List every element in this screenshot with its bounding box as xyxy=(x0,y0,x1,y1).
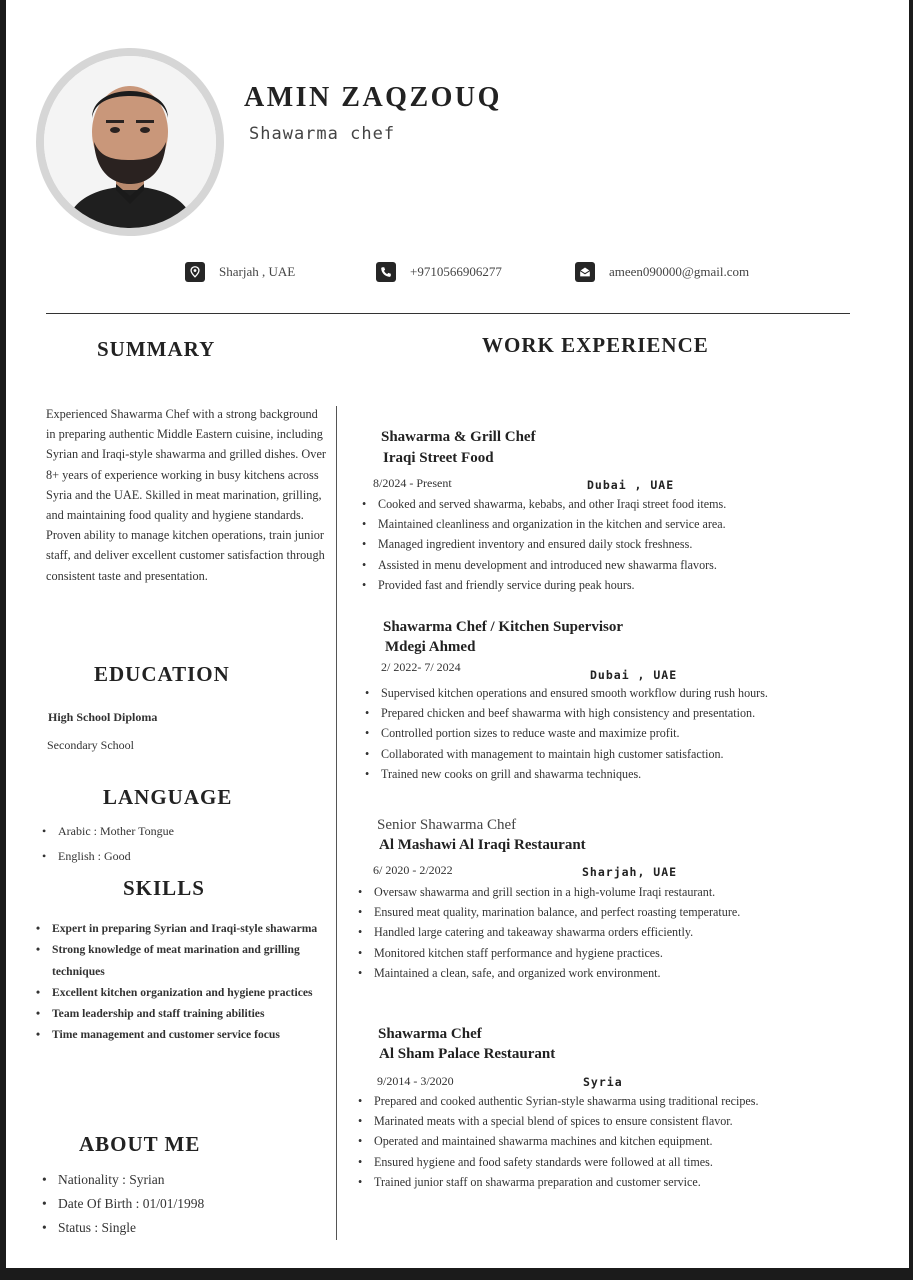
column-divider xyxy=(336,406,337,1240)
list-item: • Maintained cleanliness and organization in the kitchen and service area. xyxy=(362,517,726,537)
contact-phone[interactable] xyxy=(376,262,502,282)
summary-text: Experienced Shawarma Chef with a strong background in preparing authentic Middle Eastern cuisine, including Syrian and Iraqi-style shawarma and grilled dishes. Over 8+ years of experience working in busy kitchens across Syria and the UAE. Skilled in meat marination, grilling, and maintaining food quality and hygiene standards. Proven ability to manage kitchen operations, train junior staff, and deliver excellent customer satisfaction through consistent taste and presentation. xyxy=(46,407,327,583)
language-heading: LANGUAGE xyxy=(103,785,233,809)
email-text: ameen090000@gmail.com xyxy=(609,264,750,279)
list-item: • Arabic : Mother Tongue xyxy=(42,824,174,849)
list-item: • Provided fast and friendly service during peak hours. xyxy=(362,578,726,598)
list-item: • Operated and maintained shawarma machines and kitchen equipment. xyxy=(358,1134,759,1154)
list-item: • Prepared chicken and beef shawarma with high consistency and presentation. xyxy=(365,706,768,726)
job-dates: 8/2024 - Present xyxy=(373,476,452,490)
list-item: • Team leadership and staff training abilities xyxy=(36,1003,336,1024)
job-company: Al Mashawi Al Iraqi Restaurant xyxy=(379,837,586,853)
about-list xyxy=(42,1172,204,1244)
summary-heading: SUMMARY xyxy=(97,337,216,361)
list-item: • Date Of Birth : 01/01/1998 xyxy=(42,1196,204,1220)
page-frame-right xyxy=(909,0,913,1280)
page-frame-left xyxy=(0,0,6,1280)
list-item: • Monitored kitchen staff performance and hygiene practices. xyxy=(358,946,740,966)
list-item: • Cooked and served shawarma, kebabs, and other Iraqi street food items. xyxy=(362,497,726,517)
location-text: Sharjah , UAE xyxy=(219,264,296,279)
education-heading: EDUCATION xyxy=(94,662,230,686)
list-item: • Nationality : Syrian xyxy=(42,1172,204,1196)
list-item: • Ensured hygiene and food safety standards were followed at all times. xyxy=(358,1155,759,1175)
job-company: Iraqi Street Food xyxy=(383,450,494,466)
job-duties xyxy=(365,686,768,787)
phone-text: +9710566906277 xyxy=(410,264,502,279)
list-item: • Controlled portion sizes to reduce waste and maximize profit. xyxy=(365,726,768,746)
list-item: • Managed ingredient inventory and ensured daily stock freshness. xyxy=(362,537,726,557)
candidate-name: AMIN ZAQZOUQ xyxy=(244,82,502,113)
job-company: Al Sham Palace Restaurant xyxy=(379,1046,556,1062)
contact-email[interactable] xyxy=(575,262,749,282)
list-item: • English : Good xyxy=(42,849,174,874)
experience-heading: WORK EXPERIENCE xyxy=(482,333,709,357)
job-company: Mdegi Ahmed xyxy=(385,639,476,655)
skills-heading: SKILLS xyxy=(123,876,205,900)
job-duties xyxy=(362,497,726,598)
job-title: Shawarma & Grill Chef xyxy=(381,429,536,445)
job-location: Dubai , UAE xyxy=(587,478,675,492)
list-item: • Time management and customer service focus xyxy=(36,1024,336,1045)
mail-icon xyxy=(575,262,595,282)
skills-list xyxy=(36,918,336,1046)
phone-icon xyxy=(376,262,396,282)
education-degree: High School Diploma xyxy=(48,710,158,724)
page-frame-bottom xyxy=(0,1268,913,1280)
list-item: • Supervised kitchen operations and ensured smooth workflow during rush hours. xyxy=(365,686,768,706)
job-location: Syria xyxy=(583,1075,623,1089)
list-item: • Oversaw shawarma and grill section in a high-volume Iraqi restaurant. xyxy=(358,885,740,905)
list-item: • Status : Single xyxy=(42,1220,204,1244)
header-divider xyxy=(46,313,850,314)
job-dates: 9/2014 - 3/2020 xyxy=(377,1074,454,1088)
job-location: Sharjah, UAE xyxy=(582,865,678,879)
job-title: Shawarma Chef xyxy=(378,1026,482,1042)
job-location: Dubai , UAE xyxy=(590,668,678,682)
list-item: • Ensured meat quality, marination balance, and perfect roasting temperature. xyxy=(358,905,740,925)
list-item: • Marinated meats with a special blend of spices to ensure consistent flavor. xyxy=(358,1114,759,1134)
contact-location[interactable] xyxy=(185,262,295,282)
job-duties xyxy=(358,885,740,986)
list-item: • Collaborated with management to maintain high customer satisfaction. xyxy=(365,747,768,767)
about-heading: ABOUT ME xyxy=(79,1132,201,1156)
candidate-role: Shawarma chef xyxy=(249,124,396,144)
job-duties xyxy=(358,1094,759,1195)
portrait-illustration xyxy=(44,56,216,228)
language-list xyxy=(42,824,174,874)
map-pin-icon xyxy=(185,262,205,282)
list-item: • Prepared and cooked authentic Syrian-style shawarma using traditional recipes. xyxy=(358,1094,759,1114)
list-item: • Excellent kitchen organization and hygiene practices xyxy=(36,982,336,1003)
list-item: • Handled large catering and takeaway shawarma orders efficiently. xyxy=(358,925,740,945)
education-school: Secondary School xyxy=(47,738,134,752)
job-dates: 6/ 2020 - 2/2022 xyxy=(373,863,453,877)
list-item: • Expert in preparing Syrian and Iraqi-style shawarma xyxy=(36,918,336,939)
list-item: • Trained new cooks on grill and shawarma techniques. xyxy=(365,767,768,787)
job-title: Senior Shawarma Chef xyxy=(377,817,517,833)
list-item: • Maintained a clean, safe, and organized work environment. xyxy=(358,966,740,986)
list-item: • Trained junior staff on shawarma preparation and customer service. xyxy=(358,1175,759,1195)
profile-photo xyxy=(44,56,216,228)
job-title: Shawarma Chef / Kitchen Supervisor xyxy=(383,619,623,635)
job-dates: 2/ 2022- 7/ 2024 xyxy=(381,660,461,674)
list-item: • Assisted in menu development and introduced new shawarma flavors. xyxy=(362,558,726,578)
list-item: • Strong knowledge of meat marination and grilling techniques xyxy=(36,939,336,982)
